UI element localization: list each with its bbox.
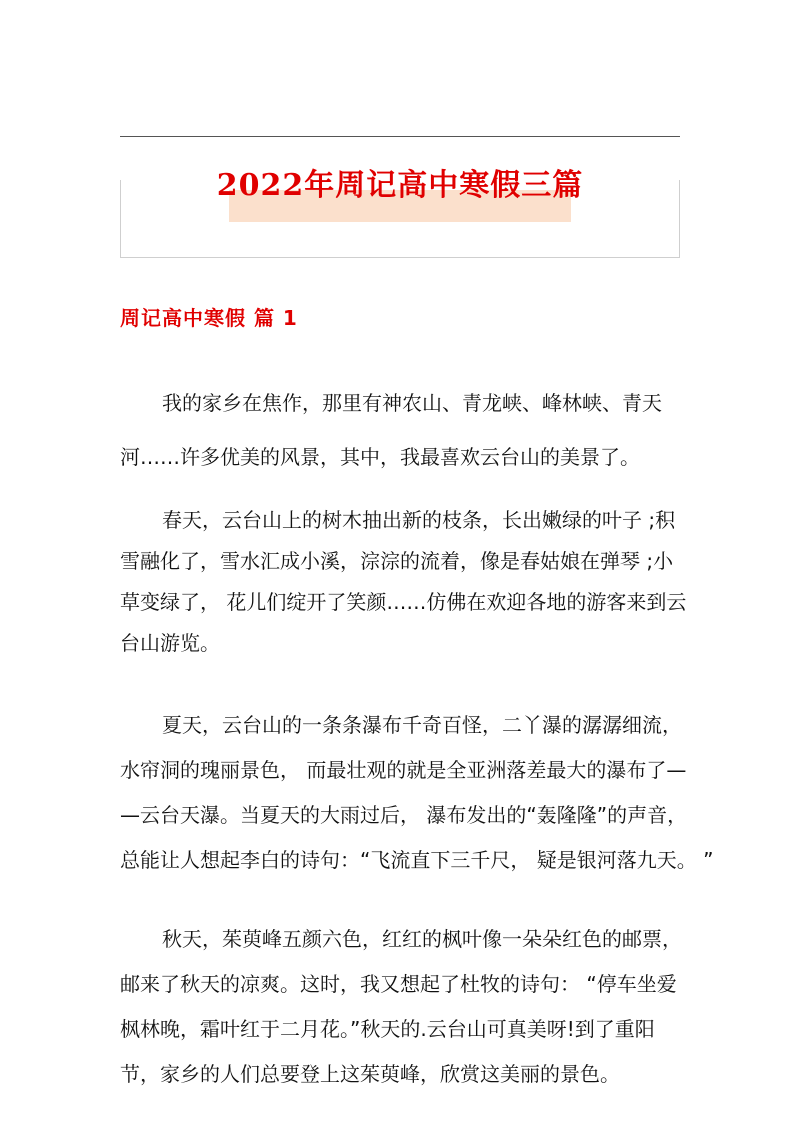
paragraph-line: 我的家乡在焦作，那里有神农山、青龙峡、峰林峡、青天 — [162, 391, 662, 415]
document-title: 2022年周记高中寒假三篇 — [216, 168, 584, 203]
paragraph-line: 邮来了秋天的凉爽。这时，我又想起了杜牧的诗句： “停车坐爱 — [120, 972, 677, 996]
paragraph-3 — [120, 703, 714, 883]
paragraph-line: 春天，云台山上的树木抽出新的枝条，长出嫩绿的叶子 ;积 — [162, 508, 676, 532]
paragraph-line: 秋天，茱萸峰五颜六色，红红的枫叶像一朵朵红色的邮票， — [162, 927, 682, 951]
section-heading: 周记高中寒假 篇 1 — [120, 306, 298, 330]
paragraph-line: 总能让人想起李白的诗句：“飞流直下三千尺， 疑是银河落九天。 ” — [120, 848, 714, 872]
paragraph-line: 雪融化了，雪水汇成小溪，淙淙的流着，像是春姑娘在弹琴 ;小 — [120, 549, 674, 573]
paragraph-line: 台山游览。 — [120, 631, 220, 655]
paragraph-line: 节，家乡的人们总要登上这茱萸峰，欣赏这美丽的景色。 — [120, 1062, 620, 1086]
paragraph-line: 水帘洞的瑰丽景色， 而最壮观的就是全亚洲落差最大的瀑布了— — [120, 758, 687, 782]
paragraph-line: 草变绿了， 花儿们绽开了笑颜……仿佛在欢迎各地的游客来到云 — [120, 590, 687, 614]
paragraph-line: 夏天，云台山的一条条瀑布千奇百怪，二丫瀑的潺潺细流， — [162, 713, 682, 737]
paragraph-line: —云台天瀑。当夏天的大雨过后， 瀑布发出的“轰隆隆”的声音， — [120, 803, 688, 827]
paragraph-2 — [120, 500, 686, 664]
paragraph-4 — [120, 917, 686, 1097]
paragraph-line: 枫林晚，霜叶红于二月花。”秋天的.云台山可真美呀!到了重阳 — [120, 1017, 655, 1041]
top-rule — [120, 136, 680, 137]
paragraph-line: 河……许多优美的风景，其中，我最喜欢云台山的美景了。 — [120, 445, 640, 469]
paragraph-1 — [120, 376, 686, 484]
